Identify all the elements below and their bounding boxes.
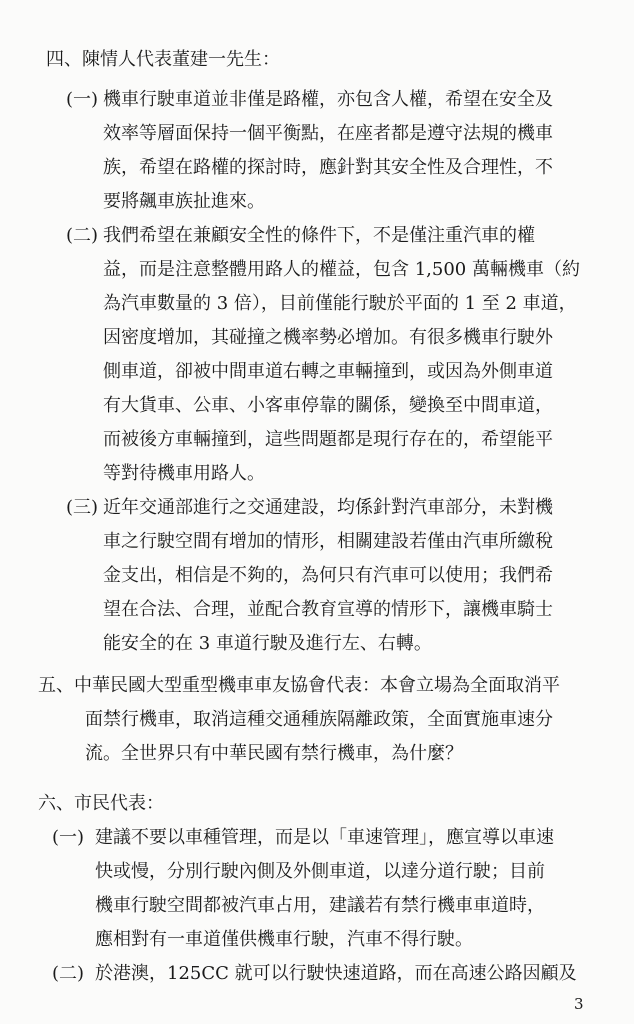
paragraph-line: 等對待機車用路人。 [103,463,265,484]
paragraph-line: 快或慢，分別行駛內側及外側車道，以達分道行駛；目前 [95,861,545,882]
item-label: (二) [66,225,99,246]
paragraph-line: 車之行駛空間有增加的情形，相關建設若僅由汽車所繳稅 [103,531,553,552]
paragraph-line: 因密度增加，其碰撞之機率勢必增加。有很多機車行駛外 [103,327,553,348]
paragraph-line: 應相對有一車道僅供機車行駛，汽車不得行駛。 [95,929,473,950]
paragraph-line: 近年交通部進行之交通建設，均係針對汽車部分，未對機 [103,497,553,518]
paragraph-line: 側車道，卻被中間車道右轉之車輛撞到，或因為外側車道 [103,361,553,382]
section-5-heading: 五、中華民國大型重型機車車友協會代表：本會立場為全面取消平 [38,675,560,696]
page-number: 3 [574,995,584,1013]
paragraph-line: 效率等層面保持一個平衡點，在座者都是遵守法規的機車 [103,123,553,144]
paragraph-line: 面禁行機車，取消這種交通種族隔離政策，全面實施車速分 [85,709,553,730]
paragraph-line: 金支出，相信是不夠的，為何只有汽車可以使用；我們希 [103,565,553,586]
section-4-heading: 四、陳情人代表董建一先生： [46,49,280,70]
item-label: (一) [52,827,85,848]
paragraph-line: 要將飆車族扯進來。 [103,191,265,212]
paragraph-line: 族，希望在路權的探討時，應針對其安全性及合理性，不 [103,157,553,178]
section-6-heading: 六、市民代表： [38,793,164,814]
paragraph-line: 建議不要以車種管理，而是以「車速管理」，應宣導以車速 [95,827,554,848]
paragraph-line: 能安全的在 3 車道行駛及進行左、右轉。 [103,633,432,654]
paragraph-line: 流。全世界只有中華民國有禁行機車，為什麼？ [85,743,463,764]
paragraph-line: 我們希望在兼顧安全性的條件下，不是僅注重汽車的權 [103,225,535,246]
item-label: (一) [66,89,99,110]
item-label: (二) [52,963,85,984]
paragraph-line: 機車行駛車道並非僅是路權，亦包含人權，希望在安全及 [103,89,553,110]
paragraph-line: 機車行駛空間都被汽車占用，建議若有禁行機車車道時， [95,895,545,916]
paragraph-line: 而被後方車輛撞到，這些問題都是現行存在的，希望能平 [103,429,553,450]
paragraph-line: 為汽車數量的 3 倍），目前僅能行駛於平面的 1 至 2 車道， [103,293,577,314]
item-label: (三) [66,497,99,518]
paragraph-line: 益，而是注意整體用路人的權益，包含 1,500 萬輛機車（約 [103,259,580,280]
paragraph-line: 有大貨車、公車、小客車停靠的關係，變換至中間車道， [103,395,553,416]
paragraph-line: 望在合法、合理，並配合教育宣導的情形下，讓機車騎士 [103,599,553,620]
paragraph-line: 於港澳，125CC 就可以行駛快速道路，而在高速公路因顧及 [95,963,577,984]
